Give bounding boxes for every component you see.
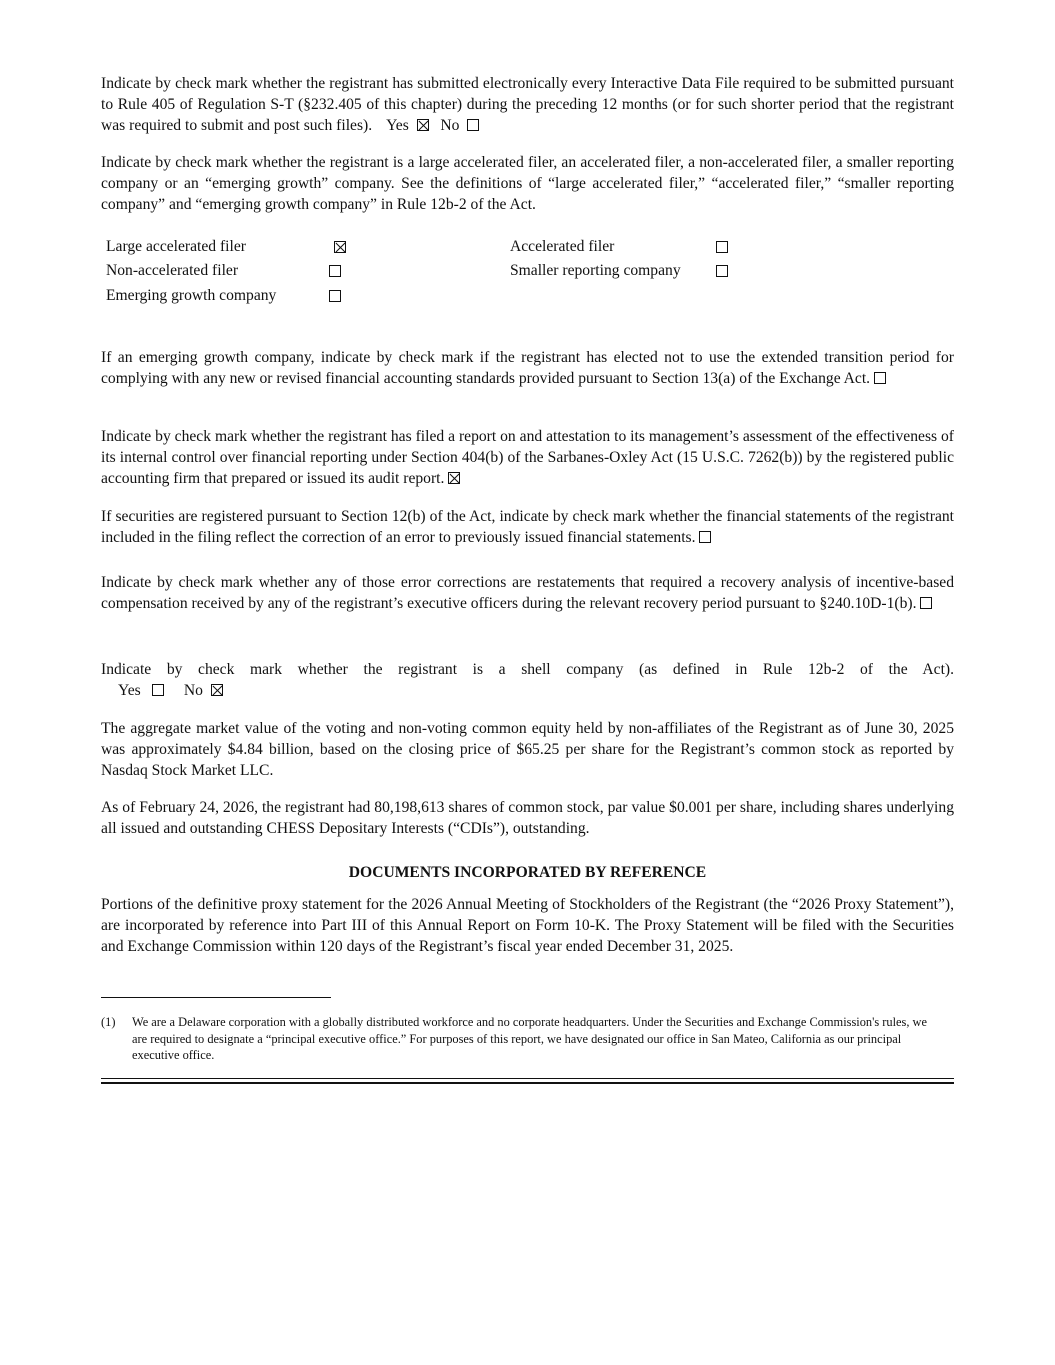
shell-yes-label: Yes xyxy=(118,682,141,699)
shell-company-text: Indicate by check mark whether the registrant is a shell company (as defined in Rule 12b-2 of the Act). xyxy=(101,661,954,678)
restatements-paragraph xyxy=(101,572,954,614)
large-accelerated-filer-label: Large accelerated filer xyxy=(106,238,246,255)
footnote-text: We are a Delaware corporation with a globally distributed workforce and no corporate headquarters. Under the Securities and Exchange Commission's rules, we are required to designate a “principal executive office.” For purposes of this report, we have designated our office in San Mateo, California as our principal executive office. xyxy=(132,1015,927,1062)
error-correction-checkbox[interactable] xyxy=(699,531,711,543)
market-value-text: The aggregate market value of the voting and non-voting common equity held by non-affiliates of the Registrant as of June 30, 2025 was approximately $4.84 billion, based on the closing price of $65.25 per share for the Registrant’s common stock as reported by Nasdaq Stock Market LLC. xyxy=(101,720,954,779)
shares-outstanding-text: As of February 24, 2026, the registrant had 80,198,613 shares of common stock, par value $0.001 per share, including shares underlying all issued and outstanding CHESS Depositary Interests (“CDIs”), outstanding. xyxy=(101,799,954,837)
footnote-number: (1) xyxy=(101,1015,116,1029)
interactive-data-yes-checkbox[interactable] xyxy=(417,119,429,131)
attestation-paragraph xyxy=(101,426,954,489)
non-accelerated-filer-label: Non-accelerated filer xyxy=(106,262,239,279)
error-correction-paragraph xyxy=(101,506,954,548)
shares-outstanding-paragraph xyxy=(101,797,954,839)
proxy-paragraph xyxy=(101,894,954,957)
error-correction-text: If securities are registered pursuant to Section 12(b) of the Act, indicate by check mark whether the financial statements of the registrant included in the filing reflect the correction of an error to previously issued financial statements. xyxy=(101,508,954,546)
egc-transition-checkbox[interactable] xyxy=(874,372,886,384)
attestation-checkbox[interactable] xyxy=(448,472,460,484)
shell-yes-checkbox[interactable] xyxy=(152,684,164,696)
documents-incorporated-heading: DOCUMENTS INCORPORATED BY REFERENCE xyxy=(348,864,707,881)
yes-label: Yes xyxy=(386,117,409,134)
egc-transition-text: If an emerging growth company, indicate by check mark if the registrant has elected not to use the extended transition period for complying with any new or revised financial accounting standards provided pursuant to Section 13(a) of the Exchange Act. xyxy=(101,349,954,387)
emerging-growth-company-label: Emerging growth company xyxy=(106,287,277,304)
attestation-text: Indicate by check mark whether the registrant has filed a report on and attestation to its management’s assessment of the effectiveness of its internal control over financial reporting under Section 404(b) of the Sarbanes-Oxley Act (15 U.S.C. 7262(b)) by the registered public accounting firm that prepared or issued its audit report. xyxy=(101,428,954,487)
accelerated-filer-label: Accelerated filer xyxy=(510,238,615,255)
large-accelerated-filer-checkbox[interactable] xyxy=(334,241,346,253)
smaller-reporting-company-checkbox[interactable] xyxy=(716,265,728,277)
interactive-data-paragraph xyxy=(101,73,954,136)
restatements-checkbox[interactable] xyxy=(920,597,932,609)
page-end-rule-bottom xyxy=(101,1082,954,1084)
smaller-reporting-company-label: Smaller reporting company xyxy=(510,262,681,279)
egc-transition-paragraph xyxy=(101,347,954,389)
footnote-separator xyxy=(101,997,331,998)
interactive-data-no-checkbox[interactable] xyxy=(467,119,479,131)
shell-company-paragraph xyxy=(101,659,954,680)
shell-no-label: No xyxy=(183,682,203,699)
emerging-growth-company-checkbox[interactable] xyxy=(329,290,341,302)
no-label: No xyxy=(440,117,460,134)
filer-status-paragraph xyxy=(101,152,954,215)
restatements-text: Indicate by check mark whether any of those error corrections are restatements that required a recovery analysis of incentive-based compensation received by any of the registrant’s executive officers during the relevant recovery period pursuant to §240.10D-1(b). xyxy=(101,574,954,612)
shell-no-checkbox[interactable] xyxy=(211,684,223,696)
non-accelerated-filer-checkbox[interactable] xyxy=(329,265,341,277)
market-value-paragraph xyxy=(101,718,954,781)
shell-company-options xyxy=(118,681,223,701)
filer-status-text: Indicate by check mark whether the registrant is a large accelerated filer, an accelerated filer, a non-accelerated filer, a smaller reporting company or an “emerging growth” company. See the definitions of “large accelerated filer,” “accelerated filer,” “smaller reporting company” and “emerging growth company” in Rule 12b-2 of the Act. xyxy=(101,154,954,213)
page-end-rule-top xyxy=(101,1078,954,1079)
interactive-data-text: Indicate by check mark whether the registrant has submitted electronically every Interactive Data File required to be submitted pursuant to Rule 405 of Regulation S-T (§232.405 of this chapter) during the preceding 12 months (or for such shorter period that the registrant was required to submit and post such files). xyxy=(101,75,954,134)
accelerated-filer-checkbox[interactable] xyxy=(716,241,728,253)
proxy-text: Portions of the definitive proxy statement for the 2026 Annual Meeting of Stockholders of the Registrant (the “2026 Proxy Statement”), are incorporated by reference into Part III of this Annual Report on Form 10-K. The Proxy Statement will be filed with the Securities and Exchange Commission within 120 days of the Registrant’s fiscal year ended December 31, 2025. xyxy=(101,896,954,955)
